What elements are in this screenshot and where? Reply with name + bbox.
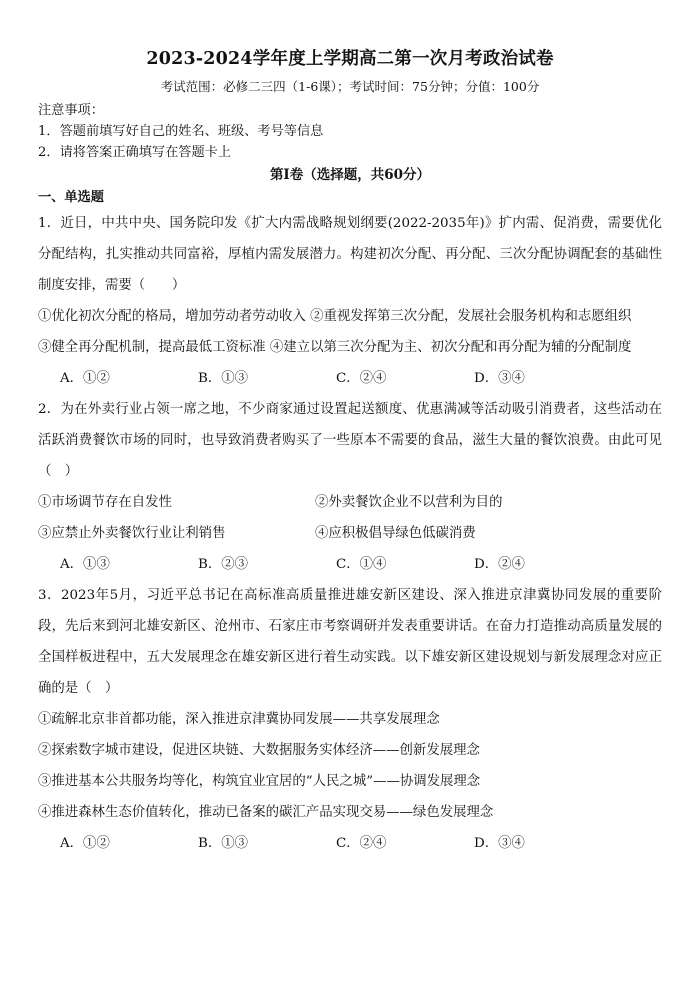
section-title: 第I卷（选择题，共60分）	[269, 167, 431, 183]
part-title: 一、单选题	[38, 190, 104, 205]
question-option: ①疏解北京非首都功能，深入推进京津冀协同发展——共享发展理念	[38, 712, 440, 727]
answer-choice-b: B．②③	[198, 557, 249, 572]
question-stem: 1．近日，中共中央、国务院印发《扩大内需战略规划纲要(2022-2035年)》扩内需、促消费，需要优化分配结构，扎实推动共同富裕，厚植内需发展潜力。构建初次分配、再分配、三次分配协调配套的基础性制度安排，需要（ ）	[38, 216, 662, 293]
question-option: ④应积极倡导绿色低碳消费	[315, 526, 476, 541]
answer-choice-b: B．①③	[198, 836, 249, 851]
option-row	[38, 487, 662, 518]
answer-choices	[38, 828, 662, 859]
question-stem: 2．为在外卖行业占领一席之地，不少商家通过设置起送额度、优惠满减等活动吸引消费者，这些活动在活跃消费餐饮市场的同时，也导致消费者购买了一些原本不需要的食品，滋生大量的餐饮浪费。由此可见（ ）	[38, 402, 662, 479]
answer-choice-c: C．①④	[336, 557, 387, 572]
answer-choice-a: A．①③	[60, 557, 110, 572]
question-option: ①优化初次分配的格局，增加劳动者劳动收入 ②重视发挥第三次分配，发展社会服务机构和志愿组织	[38, 309, 632, 324]
question-option: ③健全再分配机制，提高最低工资标准 ④建立以第三次分配为主、初次分配和再分配为辅的分配制度	[38, 340, 632, 355]
exam-title: 2023-2024学年度上学期高二第一次月考政治试卷	[146, 49, 554, 69]
question-2	[38, 394, 662, 580]
question-option: ②外卖餐饮企业不以营利为目的	[315, 495, 503, 510]
question-option: ④推进森林生态价值转化，推动已备案的碳汇产品实现交易——绿色发展理念	[38, 805, 494, 820]
answer-choice-d: D．③④	[474, 836, 525, 851]
question-option: ①市场调节存在自发性	[38, 495, 172, 510]
answer-choice-c: C．②④	[336, 371, 387, 386]
question-option: ②探索数字城市建设，促进区块链、大数据服务实体经济——创新发展理念	[38, 743, 480, 758]
question-stem: 3．2023年5月，习近平总书记在高标准高质量推进雄安新区建设、深入推进京津冀协同发展的重要阶段，先后来到河北雄安新区、沧州市、石家庄市考察调研并发表重要讲话。在奋力打造推动高质量发展的全国样板进程中，五大发展理念在雄安新区进行着生动实践。以下雄安新区建设规划与新发展理念对应正确的是（ ）	[38, 588, 662, 696]
answer-choice-d: D．③④	[474, 371, 525, 386]
exam-page	[38, 44, 662, 859]
notice-heading: 注意事项：	[38, 103, 104, 118]
notice-item-1: 1．答题前填写好自己的姓名、班级、考号等信息	[38, 124, 324, 139]
answer-choice-a: A．①②	[60, 371, 110, 386]
answer-choice-b: B．①③	[198, 371, 249, 386]
exam-subtitle: 考试范围：必修二三四（1-6课）；考试时间：75分钟；分值：100分	[160, 79, 540, 94]
answer-choices	[38, 363, 662, 394]
question-option: ③应禁止外卖餐饮行业让利销售	[38, 526, 226, 541]
notice-item-2: 2．请将答案正确填写在答题卡上	[38, 145, 232, 160]
question-1	[38, 208, 662, 394]
answer-choice-a: A．①②	[60, 836, 110, 851]
answer-choices	[38, 549, 662, 580]
answer-choice-d: D．②④	[474, 557, 525, 572]
question-option: ③推进基本公共服务均等化，构筑宜业宜居的“人民之城”——协调发展理念	[38, 774, 481, 789]
option-row	[38, 518, 662, 549]
answer-choice-c: C．②④	[336, 836, 387, 851]
question-3	[38, 580, 662, 859]
